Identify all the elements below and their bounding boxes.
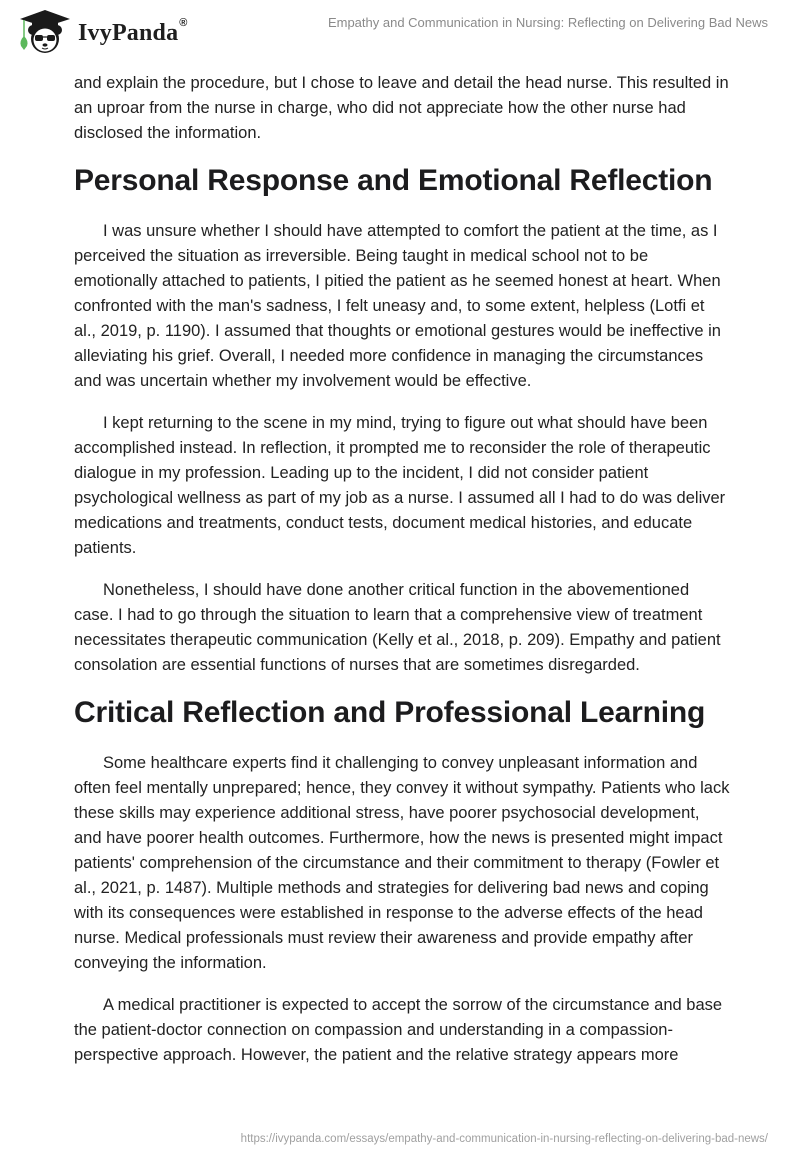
ivypanda-logo[interactable] (18, 8, 188, 56)
section-heading-critical-reflection: Critical Reflection and Professional Learning (74, 696, 706, 729)
document-title: Empathy and Communication in Nursing: Reflecting on Delivering Bad News (327, 15, 768, 30)
registered-mark: ® (179, 16, 188, 29)
essay-content (74, 71, 730, 1085)
paragraph: I was unsure whether I should have attempted to comfort the patient at the time, as I perceived the situation as irreversible. Being taught in medical school not to be emotionally attached to patients, I pitied the patient as he seemed honest at heart. When confronted with the man's sadness, I felt uneasy and, to some extent, helpless (Lotfi et al., 2019, p. 1190). I assumed that thoughts or emotional gestures would be ineffective in alleviating his grief. Overall, I needed more confidence in managing the circumstances and was uncertain whether my involvement would be effective. (74, 222, 721, 390)
continuation-paragraph: and explain the procedure, but I chose to leave and detail the head nurse. This resulted in an uproar from the nurse in charge, who did not appreciate how the other nurse had disclosed the information. (74, 74, 729, 142)
paragraph: A medical practitioner is expected to accept the sorrow of the circumstance and base the patient-doctor connection on compassion and understanding in a compassion-perspective approach. However, the patient and the relative strategy appears more (74, 996, 723, 1064)
section-heading-personal-response: Personal Response and Emotional Reflection (74, 164, 713, 197)
page-header (0, 0, 800, 60)
source-url-link[interactable]: https://ivypanda.com/essays/empathy-and-communication-in-nursing-reflecting-on-delivering-bad-news/ (240, 1133, 768, 1145)
paragraph: Nonetheless, I should have done another critical function in the abovementioned case. I had to go through the situation to learn that a comprehensive view of treatment necessitates therapeutic communication (Kelly et al., 2018, p. 209). Empathy and patient consolation are essential functions of nurses that are sometimes disregarded. (74, 581, 721, 674)
paragraph: Some healthcare experts find it challenging to convey unpleasant information and often feel mentally unprepared; hence, they convey it without sympathy. Patients who lack these skills may experience additional stress, have poorer psychosocial development, and have poorer health outcomes. Furthermore, how the news is presented might impact patients' comprehension of the circumstance and their commitment to therapy (Fowler et al., 2021, p. 1487). Multiple methods and strategies for delivering bad news and coping with its consequences were established in response to the adverse effects of the head nurse. Medical professionals must review their awareness and provide empathy after conveying the information. (74, 754, 730, 972)
logo-wordmark: IvyPanda® (78, 16, 188, 46)
panda-graduation-cap-icon (18, 8, 72, 56)
paragraph: I kept returning to the scene in my mind, trying to figure out what should have been accomplished instead. In reflection, it prompted me to reconsider the role of therapeutic dialogue in my profession. Leading up to the incident, I did not consider patient psychological wellness as part of my job as a nurse. I assumed all I had to do was deliver medications and treatments, conduct tests, document medical histories, and educate patients. (74, 414, 726, 557)
